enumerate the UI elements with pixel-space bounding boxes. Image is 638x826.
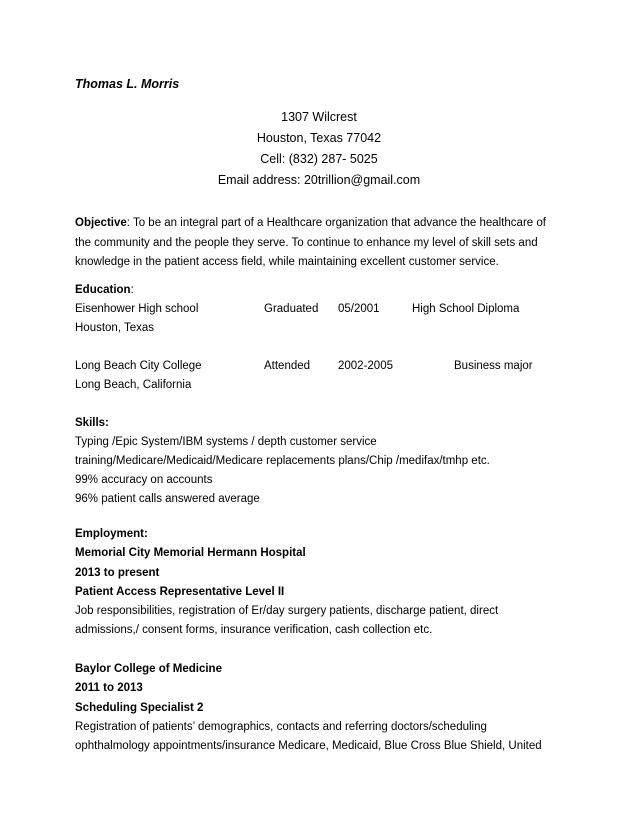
school-location: Houston, Texas (75, 322, 155, 334)
employment-section (75, 525, 565, 757)
attendance-date: 2002-2005 (338, 360, 393, 372)
education-heading-text: Education (75, 284, 131, 296)
job-description-line: Job responsibilities, registration of Er/day surgery patients, discharge patient, direct (75, 605, 499, 618)
skills-line: Typing /Epic System/IBM systems / depth customer service (75, 436, 377, 448)
school-name: Long Beach City College (75, 360, 202, 372)
street-address: 1307 Wilcrest (281, 110, 357, 124)
email-address: Email address: 20trillion@gmail.com (217, 173, 421, 187)
objective-line-2: the community and the people they serve. To continue to enhance my level of skill sets and (75, 236, 538, 249)
job-description-line: Registration of patients’ demographics, contacts and referring doctors/scheduling (75, 720, 487, 733)
objective-line-3: knowledge in the patient access field, while maintaining excellent customer service. (75, 256, 499, 268)
cell-phone: Cell: (832) 287- 5025 (260, 152, 378, 166)
education-heading-colon: : (130, 284, 134, 296)
employment-heading: Employment: (75, 528, 148, 540)
education-heading (75, 281, 565, 300)
contact-block (0, 107, 638, 191)
spacer (75, 641, 565, 660)
objective-text-1: : To be an integral part of a Healthcare organization that advance the healthcare of (126, 217, 546, 229)
education-section (75, 281, 565, 395)
school-name: Eisenhower High school (75, 303, 199, 315)
skills-heading: Skills: (75, 417, 109, 429)
employer-name: Baylor College of Medicine (75, 663, 222, 676)
attendance-status: Attended (264, 360, 311, 372)
skills-line: training/Medicare/Medicaid/Medicare replacements plans/Chip /medifax/tmhp etc. (75, 455, 490, 467)
job-title: Patient Access Representative Level II (75, 585, 285, 598)
city-state-zip: Houston, Texas 77042 (256, 131, 382, 145)
spacer (75, 338, 565, 357)
skills-line: 99% accuracy on accounts (75, 474, 213, 486)
job-description-line: admissions,/ consent forms, insurance verification, cash collection etc. (75, 624, 433, 637)
school-location: Long Beach, California (75, 379, 192, 391)
degree: Business major (454, 360, 533, 372)
objective-line-1 (75, 214, 565, 234)
job-title: Scheduling Specialist 2 (75, 701, 204, 714)
employment-dates: 2011 to 2013 (75, 682, 143, 695)
attendance-date: 05/2001 (338, 303, 380, 315)
employer-name: Memorial City Memorial Hermann Hospital (75, 547, 306, 560)
candidate-name: Thomas L. Morris (75, 77, 180, 91)
education-entry-row (75, 357, 565, 376)
attendance-status: Graduated (264, 303, 319, 315)
job-description-line: ophthalmology appointments/insurance Medicare, Medicaid, Blue Cross Blue Shield, United (75, 740, 542, 753)
education-entry-row (75, 300, 565, 319)
employment-dates: 2013 to present (75, 566, 160, 579)
objective-label: Objective (75, 217, 127, 229)
degree: High School Diploma (412, 303, 520, 315)
skills-line: 96% patient calls answered average (75, 493, 260, 505)
skills-section (75, 414, 565, 509)
objective-section (75, 214, 565, 273)
